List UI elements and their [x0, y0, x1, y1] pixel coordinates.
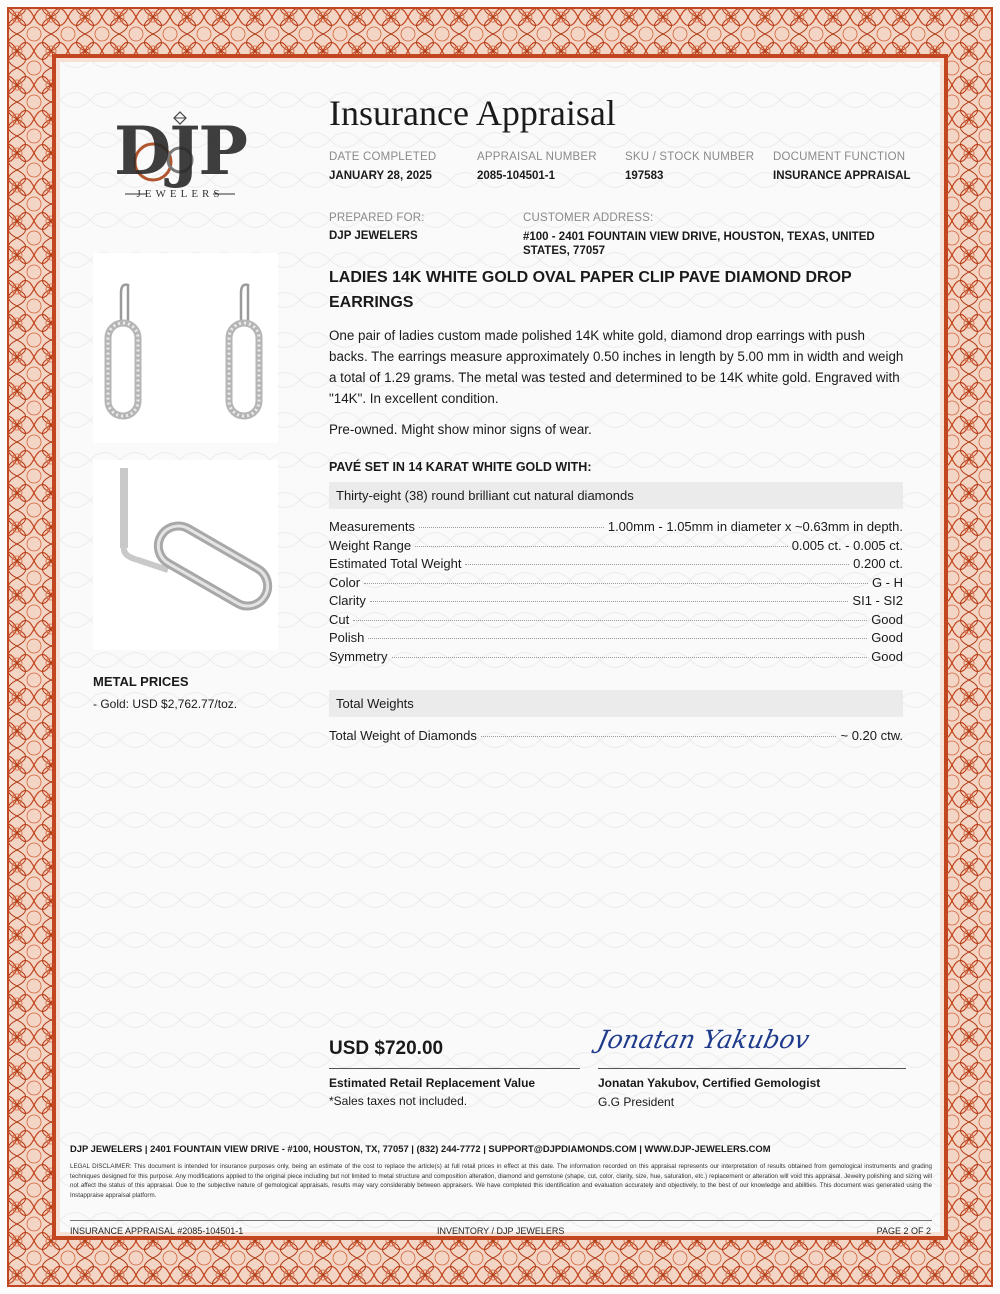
- spec-row-symmetry: [329, 649, 903, 667]
- valuation-label: Estimated Retail Replacement Value: [329, 1076, 536, 1090]
- spec-row-clarity: [329, 593, 903, 611]
- spec-row-cut: [329, 612, 903, 630]
- meta-label-sku: SKU / STOCK NUMBER: [625, 151, 755, 163]
- leader-dots: [353, 620, 867, 621]
- spec-value: ~ 0.20 ctw.: [840, 728, 903, 743]
- signature-underline: [598, 1068, 906, 1069]
- spec-row-measurements: [329, 519, 903, 537]
- meta-value-sku: 197583: [625, 170, 664, 182]
- spec-value: SI1 - SI2: [852, 593, 903, 608]
- meta-label-date: DATE COMPLETED: [329, 151, 437, 163]
- total-weights-band: Total Weights: [329, 690, 903, 717]
- leader-dots: [392, 657, 868, 658]
- stones-band: Thirty-eight (38) round brilliant cut natural diamonds: [329, 482, 903, 509]
- earrings-photo-front: [93, 253, 278, 443]
- price-underline: [329, 1068, 580, 1069]
- product-condition: Pre-owned. Might show minor signs of wear.: [329, 422, 592, 437]
- leader-dots: [415, 546, 788, 547]
- signer-title: G.G President: [598, 1095, 675, 1109]
- spec-row-color: [329, 575, 903, 593]
- page-title: Insurance Appraisal: [329, 93, 616, 133]
- metal-prices-title: METAL PRICES: [93, 674, 189, 689]
- total-weight-row: [329, 728, 903, 746]
- spec-label: Cut: [329, 612, 350, 627]
- spec-value: 1.00mm - 1.05mm in diameter x ~0.63mm in depth.: [607, 519, 903, 534]
- spec-label: Weight Range: [329, 538, 412, 553]
- spec-row-total-weight: [329, 556, 903, 574]
- spec-value: 0.200 ct.: [853, 556, 903, 571]
- signature-script: Jonatan Yakubov: [594, 1025, 813, 1054]
- signer-name: Jonatan Yakubov, Certified Gemologist: [598, 1076, 821, 1090]
- legal-disclaimer: LEGAL DISCLAIMER: This document is intended for insurance purposes only, being an estimate of the cost to replace the article(s) at full retail prices in effect at this date. The information recorded on this appraisal represents our interpretation of results obtained from gemological instruments and grading techniques designed for this purpose. Any modifications applied to the original piece including but not limited to metal structure and composition alteration, diamond and gemstone (shape, cut, color, clarity, size, hue, saturation, etc.) replacement or alteration will void this appraisal. Jewelry polishing and sizing will not affect the status of this appraisal. Due to the subjective nature of gemological appraisals, results may vary considerably between appraisers. We have completed this identification and evaluation accurately and objectively, to the best of our knowledge and abilities. This document was generated using the Instappraise appraisal platform.: [70, 1163, 932, 1199]
- footer-page-number: PAGE 2 OF 2: [876, 1226, 931, 1236]
- footer-divider: [70, 1220, 932, 1221]
- spec-label: Clarity: [329, 593, 366, 608]
- spec-label: Measurements: [329, 519, 415, 534]
- prepared-for-label: PREPARED FOR:: [329, 212, 425, 224]
- metal-price-gold: - Gold: USD $2,762.77/toz.: [93, 697, 238, 711]
- meta-label-function: DOCUMENT FUNCTION: [773, 151, 906, 163]
- djp-logo: [105, 110, 255, 210]
- leader-dots: [481, 736, 837, 737]
- spec-row-polish: [329, 630, 903, 648]
- spec-label: Total Weight of Diamonds: [329, 728, 477, 743]
- leader-dots: [364, 583, 868, 584]
- spec-label: Polish: [329, 630, 365, 645]
- spec-label: Estimated Total Weight: [329, 556, 462, 571]
- spec-value: Good: [871, 612, 903, 627]
- spec-label: Symmetry: [329, 649, 388, 664]
- customer-address-value: #100 - 2401 FOUNTAIN VIEW DRIVE, HOUSTON, TEXAS, UNITED STATES, 77057: [523, 231, 875, 257]
- leader-dots: [370, 601, 849, 602]
- meta-value-date: JANUARY 28, 2025: [329, 170, 432, 182]
- spec-label: Color: [329, 575, 361, 590]
- leader-dots: [419, 527, 604, 528]
- footer-left: INSURANCE APPRAISAL #2085-104501-1: [70, 1226, 244, 1236]
- meta-value-function: INSURANCE APPRAISAL: [773, 170, 911, 182]
- meta-label-appraisal-number: APPRAISAL NUMBER: [477, 151, 597, 163]
- footer-contact: DJP JEWELERS | 2401 FOUNTAIN VIEW DRIVE - #100, HOUSTON, TX, 77057 | (832) 244-7772 | SUPPORT@DJPDIAMONDS.COM | WWW.DJP-JEWELERS.COM: [70, 1143, 771, 1154]
- leader-dots: [465, 564, 849, 565]
- prepared-for-value: DJP JEWELERS: [329, 230, 418, 242]
- logo-subtitle: JEWELERS: [136, 188, 224, 200]
- spec-value: Good: [871, 630, 903, 645]
- spec-row-weight-range: [329, 538, 903, 556]
- spec-value: G - H: [871, 575, 903, 590]
- footer-center: INVENTORY / DJP JEWELERS: [437, 1226, 565, 1236]
- earring-photo-side: [93, 460, 278, 650]
- spec-value: 0.005 ct. - 0.005 ct.: [791, 538, 903, 553]
- valuation-price: USD $720.00: [329, 1038, 444, 1059]
- customer-address-label: CUSTOMER ADDRESS:: [523, 212, 654, 224]
- leader-dots: [368, 638, 867, 639]
- meta-value-appraisal-number: 2085-104501-1: [477, 170, 556, 182]
- product-description: One pair of ladies custom made polished 14K white gold, diamond drop earrings with push backs. The earrings measure approximately 0.50 inches in length by 5.00 mm in width and weigh a total of 1.29 grams. The metal was tested and determined to be 14K white gold. Engraved with "14K". In excellent condition.: [329, 328, 904, 406]
- logo-letters: DJP: [113, 112, 247, 190]
- spec-value: Good: [871, 649, 903, 664]
- valuation-note: *Sales taxes not included.: [329, 1094, 468, 1108]
- product-title: LADIES 14K WHITE GOLD OVAL PAPER CLIP PAVE DIAMOND DROP EARRINGS: [329, 269, 852, 311]
- setting-heading: PAVÉ SET IN 14 KARAT WHITE GOLD WITH:: [329, 460, 592, 474]
